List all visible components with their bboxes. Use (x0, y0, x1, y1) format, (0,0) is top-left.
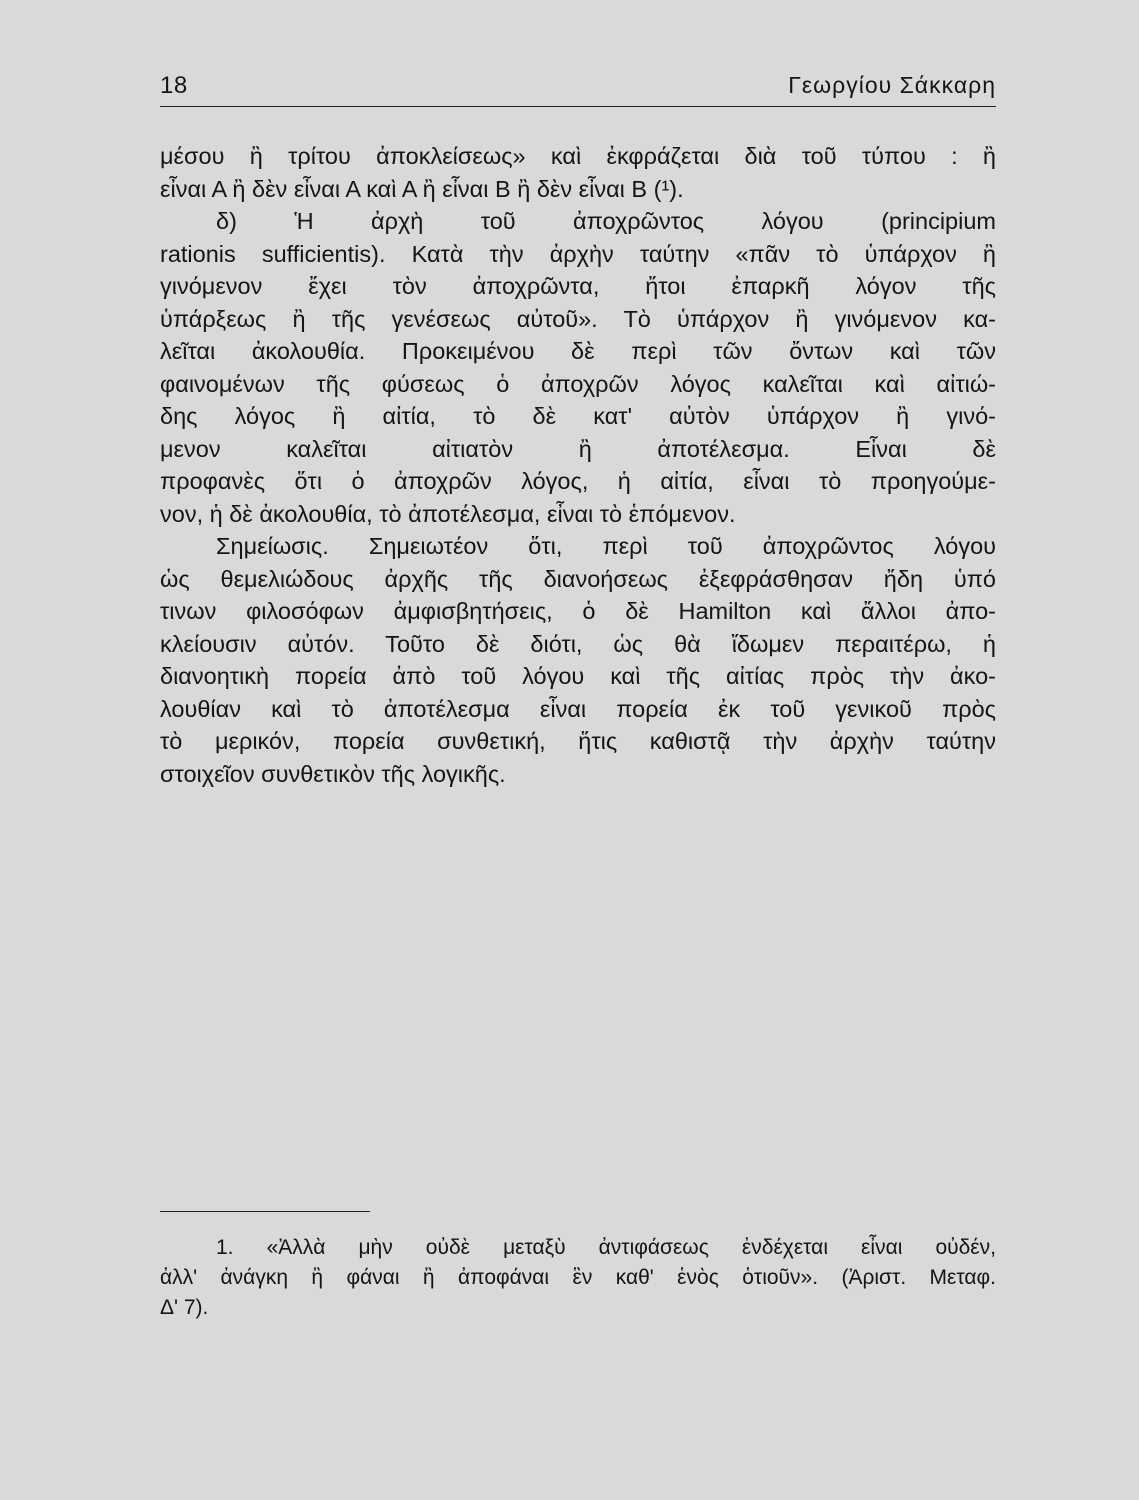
footnote-line: Δ' 7). (160, 1296, 209, 1319)
page-header (160, 70, 996, 107)
text-line: λεῖται ἀκολουθία. Προκειμένου δὲ περὶ τῶν ὄντων καὶ τῶν (160, 338, 996, 364)
text-line: δ) Ἡ ἀρχὴ τοῦ ἀποχρῶντος λόγου (principium (216, 208, 996, 234)
text-line: μέσου ἢ τρίτου ἀποκλείσεως» καὶ ἐκφράζεται διὰ τοῦ τύπου : ἢ (160, 143, 996, 169)
text-line: ὡς θεμελιώδους ἀρχῆς τῆς διανοήσεως ἐξεφράσθησαν ἤδη ὑπό (160, 565, 996, 592)
body-text (160, 140, 996, 790)
text-line: προφανὲς ὅτι ὁ ἀποχρῶν λόγος, ἡ αἰτία, εἶναι τὸ προηγούμε- (160, 468, 996, 494)
text-line: δης λόγος ἢ αἰτία, τὸ δὲ κατ' αὐτὸν ὑπάρχον ἢ γινό- (160, 403, 996, 429)
footnote-line: ἀλλ' ἀνάγκη ἢ φάναι ἢ ἀποφάναι ἓν καθ' ἑνὸς ὁτιοῦν». (Ἀριστ. Μεταφ. (160, 1266, 996, 1289)
footnotes (160, 1233, 996, 1323)
text-line: νον, ἡ δὲ ἀκολουθία, τὸ ἀποτέλεσμα, εἶναι τὸ ἑπόμενον. (160, 500, 736, 527)
running-head: Γεωργίου Σάκκαρη (788, 72, 996, 98)
text-line: διανοητικὴ πορεία ἀπὸ τοῦ λόγου καὶ τῆς αἰτίας πρὸς τὴν ἀκο- (160, 663, 996, 689)
text-line: τὸ μερικόν, πορεία συνθετική, ἥτις καθιστᾷ τὴν ἀρχὴν ταύτην (160, 728, 996, 754)
text-line: γινόμενον ἔχει τὸν ἀποχρῶντα, ἤτοι ἐπαρκῆ λόγον τῆς (160, 273, 996, 299)
text-line: rationis sufficientis). Κατὰ τὴν ἀρχὴν ταύτην «πᾶν τὸ ὑπάρχον ἢ (160, 240, 996, 267)
text-line: στοιχεῖον συνθετικὸν τῆς λογικῆς. (160, 760, 506, 787)
text-line: τινων φιλοσόφων ἀμφισβητήσεις, ὁ δὲ Hamilton καὶ ἄλλοι ἀπο- (160, 598, 996, 624)
text-line: Σημείωσις. Σημειωτέον ὅτι, περὶ τοῦ ἀποχρῶντος λόγου (216, 533, 996, 559)
text-line: ὑπάρξεως ἢ τῆς γενέσεως αὐτοῦ». Τὸ ὑπάρχον ἢ γινόμενον κα- (160, 305, 996, 332)
text-line: μενον καλεῖται αἰτιατὸν ἢ ἀποτέλεσμα. Εἶναι δὲ (160, 435, 996, 462)
footnote-divider (160, 1211, 370, 1212)
text-line: κλείουσιν αὐτόν. Τοῦτο δὲ διότι, ὡς θὰ ἴδωμεν περαιτέρω, ἡ (160, 630, 996, 657)
text-line: λουθίαν καὶ τὸ ἀποτέλεσμα εἶναι πορεία ἐκ τοῦ γενικοῦ πρὸς (160, 695, 996, 722)
text-line: φαινομένων τῆς φύσεως ὁ ἀποχρῶν λόγος καλεῖται καὶ αἰτιώ- (160, 370, 996, 397)
page-number: 18 (160, 72, 188, 99)
text-line: εἶναι Α ἢ δὲν εἶναι Α καὶ Α ἢ εἶναι Β ἢ δὲν εἶναι Β (¹). (160, 175, 684, 202)
footnote-line: 1. «Ἀλλὰ μὴν οὐδὲ μεταξὺ ἀντιφάσεως ἐνδέχεται εἶναι οὐδέν, (216, 1236, 996, 1259)
